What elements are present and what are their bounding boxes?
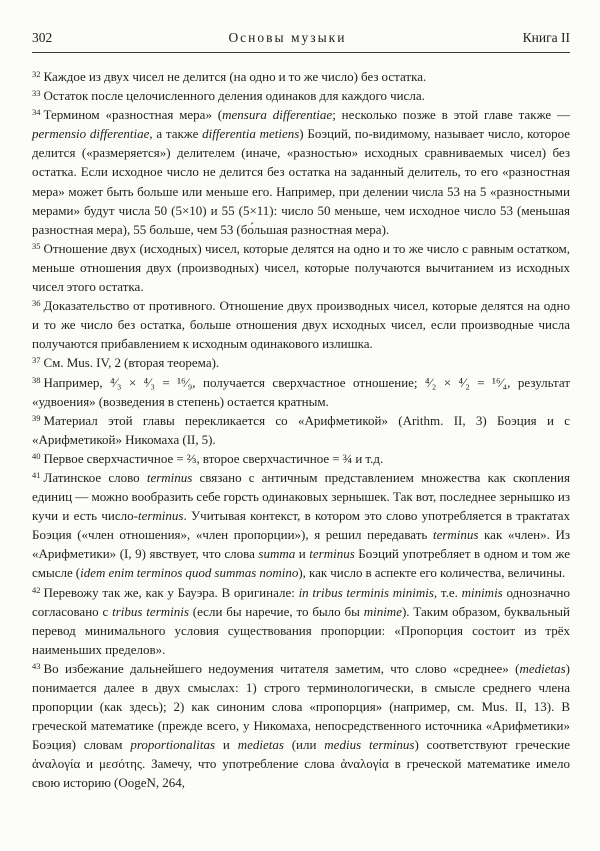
footnote-text: Первое сверхчастичное = ⅔, второе сверхчастичное = ¾ и т.д. (43, 450, 384, 466)
footnote-text: Латинское слово terminus связано с античным представлением множества как скопления единиц — можно вообразить себе горсть одинаковых зернышек. Так вот, последнее зернышко из кучи и есть число-terminus. Учитывая контекст, в котором это слово употребляется в трактатах Боэция («член отношения», «член пропорции»), я решил передавать terminus как «член». Из «Арифметики» (I, 9) явствует, что слова summa и terminus Боэций употребляет в одном и том же смысле (idem enim terminos quod summas nomino), как число в аспекте его количества, величины. (32, 469, 571, 581)
footnote-text: Остаток после целочисленного деления одинаков для каждого числа. (43, 88, 425, 104)
footnote-text: Термином «разностная мера» (mensura differentiae; несколько позже в этой главе также — permensio differentiae, а также differentia metiens) Боэций, по-видимому, называет число, которое делится («размеряется») делителем (иначе, «разностью» исходных сравниваемых чисел) без остатка. Если исходное число не делится без остатка на заданный делитель, то его «разностная мера» может быть больше или меньше его. Например, при делении числа 53 на 5 «разностными мерами» будут числа 50 (5×10) и 55 (5×11): число 50 меньше, чем исходное число 53 (меньшая разностная мера), 55 больше, чем 53 (бо́льшая разностная мера). (32, 107, 571, 237)
footnotes (32, 67, 570, 793)
footnote-text: Перевожу так же, как у Бауэра. В оригинале: in tribus terminis minimis, т.е. minimis однозначно согласовано с tribus terminis (если бы наречие, то было бы minime). Таким образом, буквальный перевод минимального условия существования пропорции: «Пропорция состоит из трёх наименьших пределов». (32, 584, 570, 657)
footnote-number: 33 (32, 88, 41, 99)
footnote-number: 36 (32, 298, 41, 309)
footnote-text: Например, ⁴⁄₃ × ⁴⁄₃ = ¹⁶⁄₉, получается сверхчастное отношение; ⁴⁄₂ × ⁴⁄₂ = ¹⁶⁄₄, результат «удвоения» (возведения в степень) остается кратным. (32, 374, 570, 409)
footnote-number: 43 (32, 660, 41, 671)
footnote (32, 468, 570, 583)
footnote (32, 67, 570, 86)
footnote-number: 42 (32, 584, 41, 595)
footnote (32, 296, 570, 353)
footnote-number: 37 (32, 355, 41, 366)
footnote (32, 86, 570, 105)
footnote (32, 105, 570, 239)
page-number: 302 (32, 30, 53, 45)
footnote-text: Материал этой главы перекликается со «Арифметикой» (Arithm. II, 3) Боэция и с «Арифметикой» Никомаха (II, 5). (32, 412, 570, 447)
footnote (32, 353, 570, 372)
footnote (32, 583, 570, 659)
footnote (32, 373, 570, 411)
running-head (32, 30, 570, 53)
footnote-text: Доказательство от противного. Отношение двух производных чисел, которые делятся на одно и то же число без остатка, больше отношения двух исходных чисел, если производные числа получаются прибавлением к исходным одинакового излишка. (32, 298, 570, 352)
footnote-number: 39 (32, 412, 41, 423)
footnote-text: Во избежание дальнейшего недоумения читателя заметим, что слово «среднее» (medietas) понимается далее в двух смыслах: 1) строго терминологически, в смысле среднего члена пропорции (как здесь); 2) как синоним слова «пропорция» (например, см. Mus. II, 13). В греческой математике (прежде всего, у Никомаха, непосредственного источника «Арифметики» Боэция) словам proportionalitas и medietas (или medius terminus) соответствуют греческие ἀναλογία и μεσότης. Замечу, что употребление слова ἀναλογία в греческой математике имело свою историю (OogeN, 264, (32, 660, 570, 791)
footnote-number: 34 (32, 107, 41, 118)
footnote-number: 32 (32, 69, 41, 79)
footnote-number: 40 (32, 450, 41, 461)
footnote-number: 41 (32, 469, 41, 480)
footnote-text: Каждое из двух чисел не делится (на одно и то же число) без остатка. (43, 69, 427, 84)
footnote-text: См. Mus. IV, 2 (вторая теорема). (43, 355, 220, 371)
book-title: Книга II (522, 30, 570, 45)
footnote-text: Отношение двух (исходных) чисел, которые делятся на одно и то же число с равным остатком, меньше отношения двух (производных) чисел, которые получаются вычитанием из исходных чисел этого остатка. (32, 240, 570, 295)
footnote (32, 239, 570, 296)
running-title: Основы музыки (228, 30, 347, 45)
footnote (32, 659, 570, 793)
footnote-number: 38 (32, 374, 41, 385)
footnote (32, 449, 570, 468)
footnote-number: 35 (32, 240, 41, 251)
footnote (32, 411, 570, 449)
